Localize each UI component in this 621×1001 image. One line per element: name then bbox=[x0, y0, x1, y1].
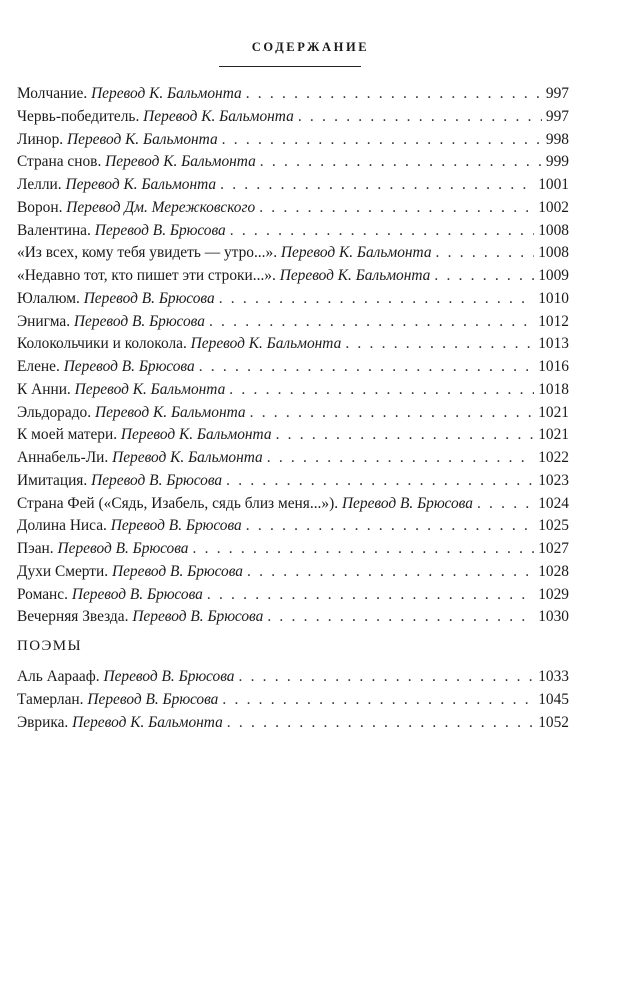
toc-entry-title bbox=[17, 404, 246, 422]
toc-entry-title bbox=[17, 153, 256, 171]
page-number: 1010 bbox=[538, 289, 569, 307]
page-number: 1018 bbox=[538, 380, 569, 398]
toc-entry bbox=[17, 449, 569, 472]
toc-entry-title bbox=[17, 426, 272, 444]
dot-leader bbox=[227, 714, 534, 732]
page-number: 1016 bbox=[538, 358, 569, 375]
translator: Перевод В. Брюсова bbox=[132, 608, 264, 626]
section-title-poems: ПОЭМЫ bbox=[17, 638, 82, 654]
toc-entry-title bbox=[17, 290, 215, 308]
dot-leader bbox=[267, 449, 534, 467]
toc-entry bbox=[17, 714, 569, 737]
toc-entry bbox=[17, 586, 569, 609]
dot-leader bbox=[436, 244, 535, 262]
poem-title: Аннабель-Ли. bbox=[17, 449, 109, 466]
page-number: 999 bbox=[545, 153, 569, 171]
poem-title: Духи Смерти. bbox=[17, 562, 109, 580]
dot-leader bbox=[238, 668, 534, 686]
translator: Перевод В. Брюсова bbox=[63, 358, 195, 375]
dot-leader bbox=[219, 290, 535, 308]
translator: Перевод В. Брюсова bbox=[87, 690, 219, 708]
toc-entry bbox=[17, 335, 569, 358]
translator: Перевод К. Бальмонта bbox=[143, 107, 294, 125]
dot-leader bbox=[298, 108, 542, 126]
page-number: 1013 bbox=[538, 335, 569, 353]
dot-leader bbox=[250, 404, 535, 422]
toc-entry bbox=[17, 668, 569, 691]
toc-entry bbox=[17, 358, 569, 381]
translator: Перевод К. Бальмонта bbox=[105, 153, 256, 171]
dot-leader bbox=[259, 199, 534, 217]
page-number: 1028 bbox=[538, 562, 569, 580]
dot-leader bbox=[434, 267, 534, 285]
poem-title: Эльдорадо. bbox=[17, 403, 92, 421]
toc-entry bbox=[17, 608, 569, 631]
page-number: 1001 bbox=[538, 176, 569, 193]
translator: Перевод В. Брюсова bbox=[111, 562, 243, 580]
toc-entry-title bbox=[17, 131, 218, 149]
poem-title: Долина Ниса. bbox=[17, 517, 107, 535]
toc-entry-title bbox=[17, 313, 205, 331]
toc-entry bbox=[17, 222, 569, 245]
toc-entry-title bbox=[17, 199, 255, 217]
dot-leader bbox=[246, 85, 542, 103]
toc-entry bbox=[17, 381, 569, 404]
dot-leader bbox=[246, 517, 534, 535]
toc-entry bbox=[17, 691, 569, 714]
toc-entry bbox=[17, 404, 569, 427]
toc-entry-title bbox=[17, 472, 222, 490]
page-number: 997 bbox=[545, 85, 569, 102]
translator: Перевод В. Брюсова bbox=[110, 517, 242, 535]
page-number: 1022 bbox=[538, 449, 569, 466]
translator: Перевод К. Бальмонта bbox=[65, 176, 217, 193]
toc-entry-title bbox=[17, 586, 203, 604]
toc-entry-title bbox=[17, 244, 432, 262]
toc-entry bbox=[17, 131, 569, 154]
poem-title: «Из всех, кому тебя увидеть — утро...». bbox=[17, 244, 278, 262]
poem-title: Юлалюм. bbox=[17, 289, 80, 307]
poem-title: «Недавно тот, кто пишет эти строки...». bbox=[17, 267, 276, 284]
page-number: 1021 bbox=[538, 426, 569, 444]
toc-entry bbox=[17, 517, 569, 540]
poem-title: Ворон. bbox=[17, 198, 63, 216]
dot-leader bbox=[209, 313, 534, 331]
toc-entry-title bbox=[17, 267, 430, 285]
toc-entry-title bbox=[17, 335, 341, 353]
translator: Перевод К. Бальмонта bbox=[112, 449, 263, 466]
poem-title: Эврика. bbox=[17, 713, 69, 731]
page-number: 1033 bbox=[538, 668, 569, 685]
translator: Перевод К. Бальмонта bbox=[91, 85, 242, 102]
page-number: 1029 bbox=[538, 585, 569, 603]
page-number: 1045 bbox=[538, 690, 569, 708]
poem-title: Аль Аарааф. bbox=[17, 668, 100, 685]
page-number: 998 bbox=[545, 130, 569, 148]
page-number: 1021 bbox=[538, 403, 569, 421]
translator: Перевод В. Брюсова bbox=[57, 540, 189, 557]
page-number: 997 bbox=[545, 107, 569, 125]
translator: Перевод К. Бальмонта bbox=[74, 380, 226, 398]
poem-title: Страна Фей («Сядь, Изабель, сядь близ меня...»). bbox=[17, 494, 339, 512]
poem-title: К моей матери. bbox=[17, 426, 118, 444]
page-number: 1052 bbox=[538, 713, 569, 731]
poem-title: Колокольчики и колокола. bbox=[17, 335, 187, 353]
toc-entry-title bbox=[17, 108, 294, 126]
toc-entry bbox=[17, 176, 569, 199]
poem-title: К Анни. bbox=[17, 380, 71, 398]
translator: Перевод К. Бальмонта bbox=[279, 267, 431, 284]
translator: Перевод В. Брюсова bbox=[73, 312, 205, 330]
toc-entry-title bbox=[17, 449, 263, 467]
toc-entry-title bbox=[17, 358, 195, 376]
dot-leader bbox=[193, 540, 535, 558]
page-number: 1027 bbox=[538, 540, 569, 557]
toc-entry-title bbox=[17, 222, 226, 240]
toc-entry bbox=[17, 313, 569, 336]
poem-title: Валентина. bbox=[17, 221, 91, 239]
toc-entry-title bbox=[17, 563, 243, 581]
toc-entry-title bbox=[17, 517, 242, 535]
page-number: 1025 bbox=[538, 517, 569, 535]
translator: Перевод В. Брюсова bbox=[94, 221, 226, 239]
toc-entry bbox=[17, 85, 569, 108]
toc-entry bbox=[17, 472, 569, 495]
dot-leader bbox=[477, 495, 534, 513]
title-rule bbox=[219, 66, 361, 67]
toc-entry bbox=[17, 426, 569, 449]
dot-leader bbox=[230, 222, 534, 240]
poem-title: Страна снов. bbox=[17, 153, 102, 171]
translator: Перевод К. Бальмонта bbox=[190, 335, 342, 353]
page-number: 1012 bbox=[538, 312, 569, 330]
toc-entry bbox=[17, 540, 569, 563]
toc-entry bbox=[17, 153, 569, 176]
toc-entry-title bbox=[17, 176, 216, 194]
translator: Перевод В. Брюсова bbox=[71, 585, 203, 603]
toc-list-poems bbox=[17, 668, 569, 736]
page-number: 1030 bbox=[538, 608, 569, 626]
toc-entry bbox=[17, 267, 569, 290]
translator: Перевод К. Бальмонта bbox=[280, 244, 432, 262]
toc-entry-title bbox=[17, 668, 234, 686]
poem-title: Линор. bbox=[17, 130, 64, 148]
dot-leader bbox=[226, 472, 534, 490]
translator: Перевод К. Бальмонта bbox=[72, 713, 223, 731]
translator: Перевод В. Брюсова bbox=[341, 494, 473, 512]
dot-leader bbox=[345, 335, 534, 353]
translator: Перевод К. Бальмонта bbox=[94, 403, 246, 421]
toc-entry-title bbox=[17, 495, 473, 513]
dot-leader bbox=[229, 381, 534, 399]
poem-title: Романс. bbox=[17, 585, 68, 603]
poem-title: Молчание. bbox=[17, 85, 88, 102]
poem-title: Лелли. bbox=[17, 176, 62, 193]
page-number: 1008 bbox=[538, 244, 569, 262]
page-number: 1008 bbox=[538, 221, 569, 239]
poem-title: Вечерняя Звезда. bbox=[17, 608, 129, 626]
poem-title: Червь-победитель. bbox=[17, 107, 140, 125]
toc-entry-title bbox=[17, 540, 189, 558]
dot-leader bbox=[222, 691, 534, 709]
dot-leader bbox=[276, 426, 535, 444]
dot-leader bbox=[260, 153, 542, 171]
dot-leader bbox=[247, 563, 534, 581]
translator: Перевод К. Бальмонта bbox=[67, 130, 218, 148]
toc-entry bbox=[17, 199, 569, 222]
dot-leader bbox=[220, 176, 534, 194]
page-number: 1024 bbox=[538, 494, 569, 512]
page-number: 1023 bbox=[538, 471, 569, 489]
poem-title: Энигма. bbox=[17, 312, 71, 330]
toc-entry-title bbox=[17, 381, 225, 399]
toc-entry bbox=[17, 495, 569, 518]
toc-list bbox=[17, 85, 569, 631]
translator: Перевод В. Брюсова bbox=[91, 471, 223, 489]
toc-entry-title bbox=[17, 608, 263, 626]
dot-leader bbox=[222, 131, 542, 149]
translator: Перевод Дм. Мережковского bbox=[66, 198, 256, 216]
dot-leader bbox=[207, 586, 534, 604]
poem-title: Тамерлан. bbox=[17, 690, 84, 708]
poem-title: Елене. bbox=[17, 358, 60, 375]
toc-entry bbox=[17, 563, 569, 586]
toc-entry bbox=[17, 244, 569, 267]
toc-entry bbox=[17, 108, 569, 131]
toc-entry bbox=[17, 290, 569, 313]
dot-leader bbox=[267, 608, 534, 626]
toc-entry-title bbox=[17, 691, 218, 709]
poem-title: Имитация. bbox=[17, 471, 88, 489]
poem-title: Пэан. bbox=[17, 540, 54, 557]
translator: Перевод В. Брюсова bbox=[103, 668, 235, 685]
toc-entry-title bbox=[17, 714, 223, 732]
dot-leader bbox=[199, 358, 535, 376]
page-number: 1009 bbox=[538, 267, 569, 284]
toc-entry-title bbox=[17, 85, 242, 103]
translator: Перевод В. Брюсова bbox=[83, 289, 215, 307]
page-number: 1002 bbox=[538, 198, 569, 216]
translator: Перевод К. Бальмонта bbox=[120, 426, 272, 444]
page-title: СОДЕРЖАНИЕ bbox=[251, 40, 370, 54]
